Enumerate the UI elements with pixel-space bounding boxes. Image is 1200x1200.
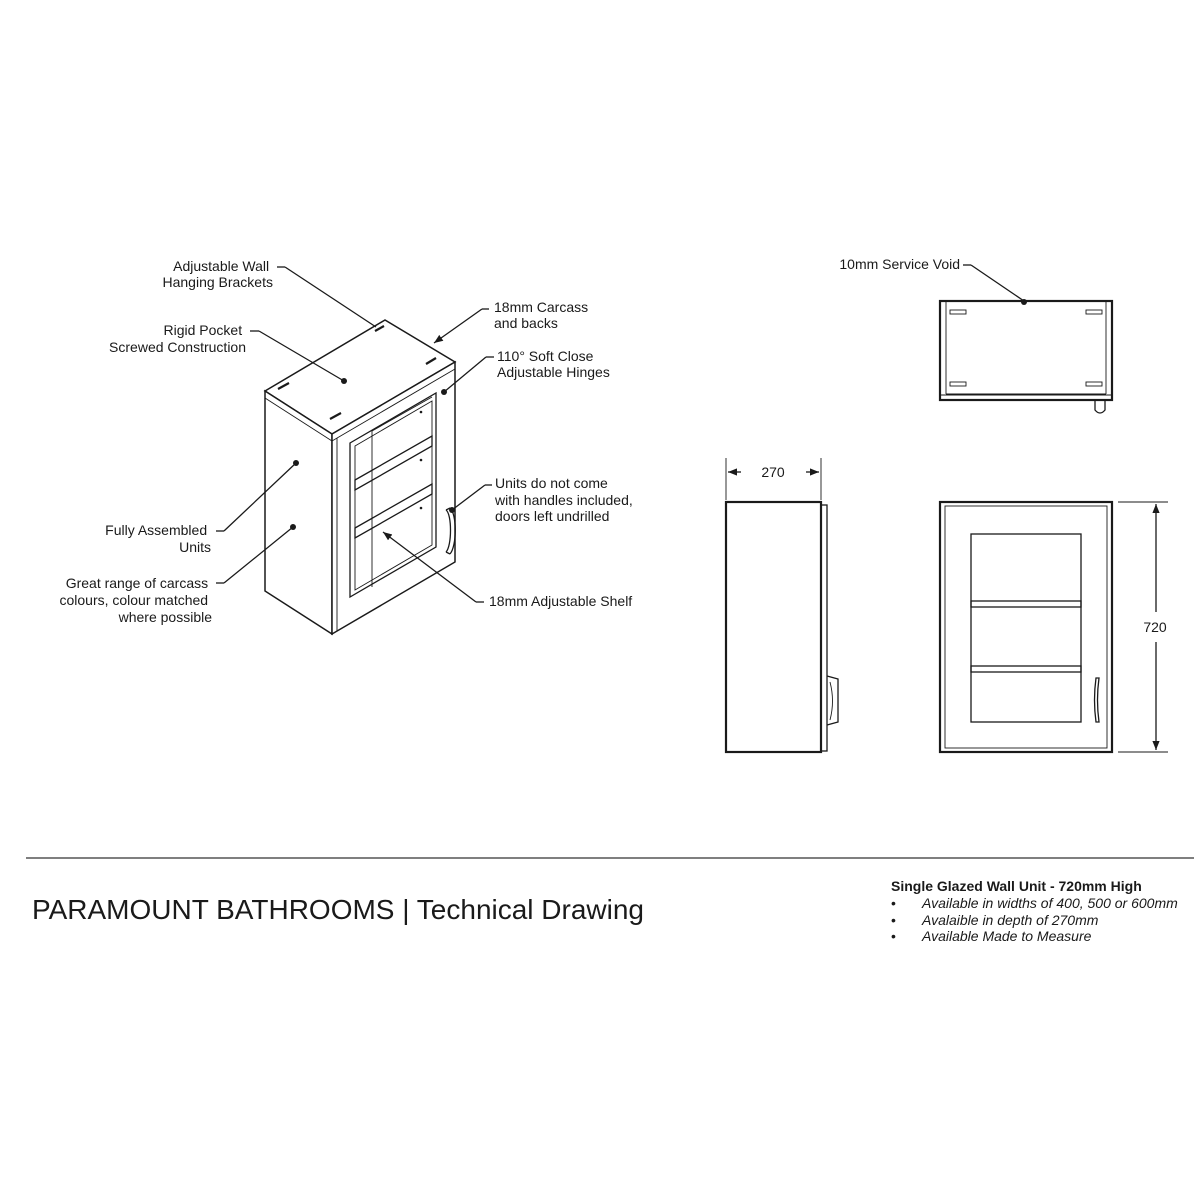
callout-carcass: 18mm Carcass and backs [494,299,589,331]
service-void-leader [963,265,1027,305]
bullet-icon: • [891,928,896,944]
callout-colours: Great range of carcass colours, colour matched where possible [59,575,212,625]
callout-service-void: 10mm Service Void [839,256,960,272]
bullet-icon: • [891,895,896,911]
callout-hinges: 110° Soft Close Adjustable Hinges [497,348,610,380]
callout-handles: Units do not come with handles included, doors left undrilled [495,475,633,524]
spec-item: • Avalaible in depth of 270mm [891,911,1099,928]
spec-title: Single Glazed Wall Unit - 720mm High [891,878,1142,894]
spec-block [891,878,1196,945]
dimension-depth: 270 [761,464,785,480]
callout-shelf: 18mm Adjustable Shelf [489,593,633,609]
spec-item: • Available Made to Measure [891,928,1092,944]
callout-assembled: Fully Assembled Units [105,522,211,555]
side-view [726,458,838,752]
spec-item: • Available in widths of 400, 500 or 600mm [891,895,1178,911]
callout-brackets: Adjustable Wall Hanging Brackets [162,258,273,290]
footer-title: PARAMOUNT BATHROOMS | Technical Drawing [32,894,645,925]
spec-list [891,895,1196,945]
plan-view [940,301,1112,413]
isometric-view [265,320,455,634]
dimension-height: 720 [1143,619,1167,635]
callout-pocket: Rigid Pocket Screwed Construction [109,322,246,355]
front-view [940,502,1168,752]
bullet-icon: • [891,911,896,928]
